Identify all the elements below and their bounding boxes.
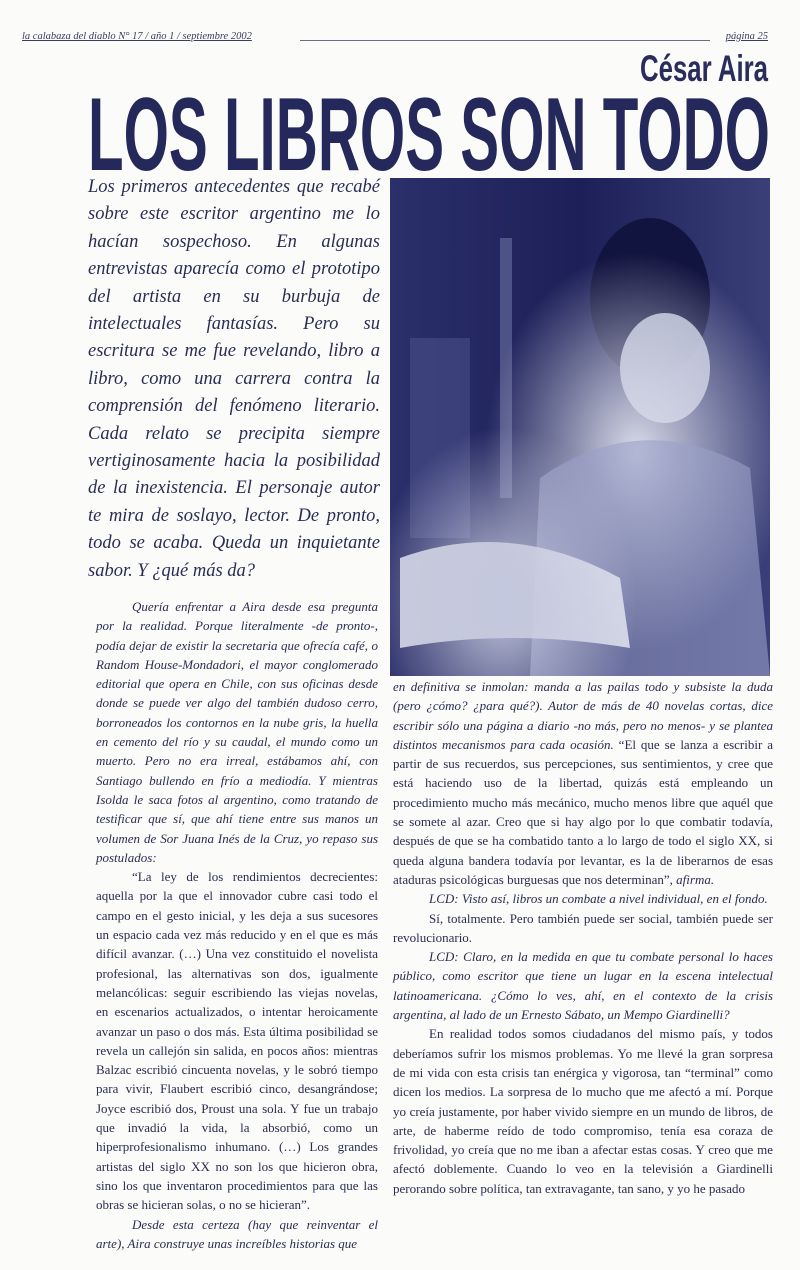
interview-question: LCD: Visto así, libros un combate a nivel individual, en el fondo. <box>429 891 768 907</box>
author-name-block <box>638 52 770 84</box>
publication-header: la calabaza del diablo N° 17 / año 1 / septiembre 2002 <box>22 31 252 42</box>
article-title-block <box>88 92 772 174</box>
paragraph-quote-text: “El que se lanza a escribir a partir de sus recuerdos, sus percepciones, sus sentimientos, y cree que está haciendo uso de la libertad, quizás está empleando un procedimiento mucho más mecánico, mucho menos libre que aquél que se somete al azar. Creo que si hay algo por lo que combatir todavía, después de que se ha combatido tanto a lo largo de todo el siglo XX, si queda alguna bandera todavía por levantar, es la de liberarnos de esas ataduras psicológicas burguesas que nos determinan”, <box>393 736 773 887</box>
interview-question: LCD: Claro, en la medida en que tu combate personal lo haces público, como escritor que tiene un lugar en la escena intelectual latinoamericana. ¿Cómo lo ves, ahí, en el contexto de la crisis argentina, al lado de un Ernesto Sábato, un Mempo Giardinelli? <box>393 949 773 1023</box>
paragraph-italic-text: en definitiva se inmolan: manda a las pailas todo y subsiste la duda (pero ¿cómo? ¿para qué?). Autor de más de 40 novelas cortas, dice escribir sólo una página a diario -no más, pero no menos- y se plantea distintos mecanismos para cada ocasión. <box>393 679 773 752</box>
body-paragraph: Quería enfrentar a Aira desde esa pregunta por la realidad. Porque literalmente -de pronto-, podía dejar de existir la secretaria que ofrecía café, o Random House-Mondadori, el mayor conglomerado editorial que opera en Chile, con sus oficinas desde donde se puede ver algo del también dudoso cerro, borroneados los contornos en la nube gris, la huella en cemento del río y su caudal, el mundo como un muerto. Pero no era irreal, estábamos ahí, con Santiago bullendo en frío a mediodía. Y mientras Isolda le saca fotos al argentino, como tratando de testificar que sí, que ahí tiene entre sus manos un volumen de Sor Juana Inés de la Cruz, yo repaso sus postulados: <box>96 599 378 865</box>
quote-paragraph: “La ley de los rendimientos decrecientes: aquella por la que el innovador cubre casi todo el campo en el gesto inicial, y les deja a sus sucesores un espacio cada vez más reducido y en el que es más difícil avanzar. (…) Una vez constituido el novelista profesional, las alternativas son dos, igualmente melancólicas: seguir escribiendo las viejas novelas, en escenarios actualizados, o intentar heroicamente avanzar un paso o dos más. Esta última posibilidad se revela un callejón sin salida, en pocos años: mientras Balzac escribió cincuenta novelas, y le sobró tiempo para vivir, Flaubert escribió cinco, desangrándose; Joyce escribió dos, Proust una sola. Y fue un trabajo que invadió la vida, la absorbió, como un hiperprofesionalismo inhumano. (…) Los grandes artistas del siglo XX no son los que hicieron obra, sino los que inventaron procedimientos para que las obras se hicieran solas, o no se hicieran”. <box>96 869 378 1213</box>
header-rule <box>300 40 710 41</box>
right-column <box>393 677 773 1198</box>
interview-answer: Sí, totalmente. Pero también puede ser social, también puede ser revolucionario. <box>393 910 773 945</box>
author-photo <box>390 178 770 676</box>
article-intro: Los primeros antecedentes que recabé sobre este escritor argentino me lo hacían sospechoso. En algunas entrevistas aparecía como el prototipo del artista en su burbuja de intelectuales fantasías. Pero su escritura se me fue revelando, libro a libro, como una carrera contra la comprensión del fenómeno literario. Cada relato se precipita siempre vertiginosamente hacia la posibilidad de la inexistencia. El personaje autor te mira de soslayo, lector. De pronto, todo se acaba. Queda un inquietante sabor. Y ¿qué más da? <box>88 177 380 581</box>
left-column <box>96 597 378 1253</box>
interview-answer: En realidad todos somos ciudadanos del mismo país, y todos deberíamos sufrir los mismos problemas. Yo me llevé la gran sorpresa de mi vida con esta crisis tan enérgica y vigorosa, tan “terminal” como dicen los medios. La sorpresa de lo mucho que me afectó a mí. Porque yo creía justamente, por haber vivido siempre en un mundo de libros, de arte, de haberme reído de todo compromiso, tenía esa coraza de frivolidad, yo creía que no me iban a afectar estas cosas. Y creo que me afectó doblemente. Cuando lo veo en la televisión a Giardinelli perorando sobre política, tan extravagante, tan sano, y yo he pasado <box>393 1026 773 1196</box>
article-title: LOS LIBROS SON TODO <box>88 92 770 174</box>
author-name: César Aira <box>640 52 769 84</box>
page-number: página 25 <box>725 31 768 42</box>
paragraph-tail-text: afirma. <box>676 871 715 887</box>
body-paragraph: Desde esta certeza (hay que reinventar el arte), Aira construye unas increíbles historias que <box>96 1216 378 1251</box>
body-paragraph <box>393 677 773 889</box>
